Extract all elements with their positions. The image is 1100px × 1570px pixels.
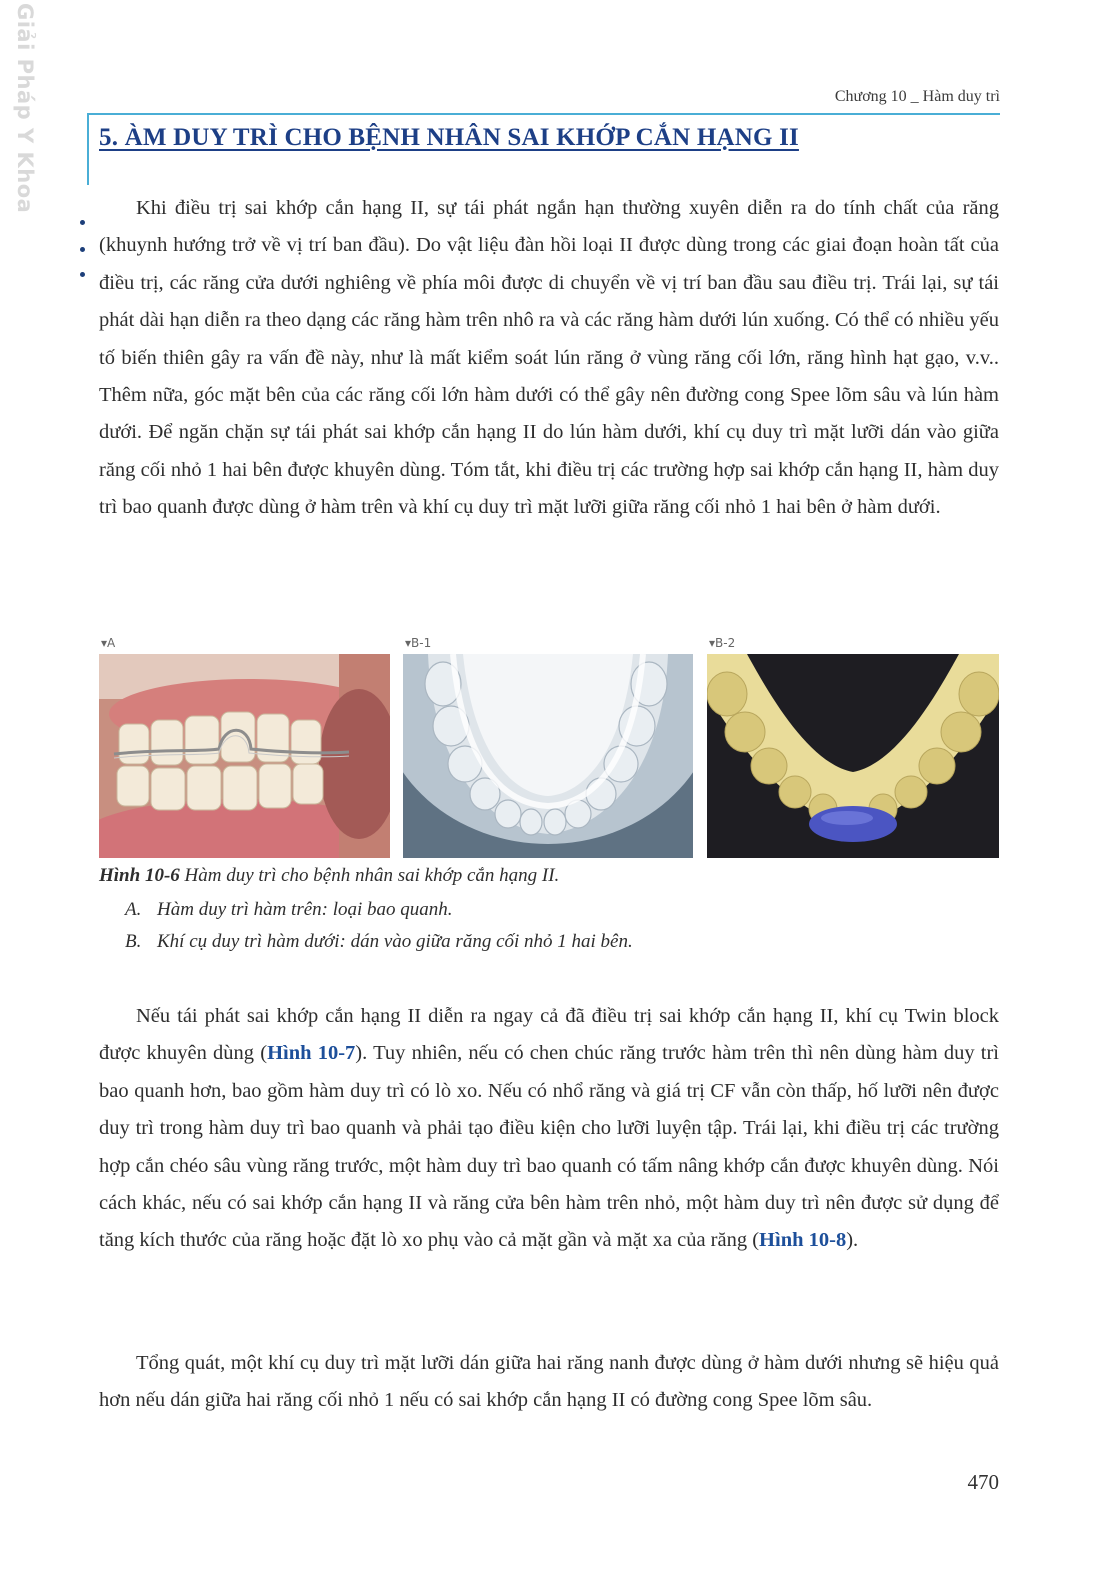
caption-item-letter: A. [125, 899, 142, 920]
caption-item-text: Khí cụ duy trì hàm dưới: dán vào giữa răng cối nhỏ 1 hai bên. [157, 931, 633, 952]
caption-item-text: Hàm duy trì hàm trên: loại bao quanh. [157, 899, 453, 920]
intraoral-photo [99, 654, 390, 858]
paragraph-2-part-2: ). Tuy nhiên, nếu có chen chúc răng trước hàm trên thì nên dùng hàm duy trì bao quanh hơn, bao gồm hàm duy trì có lò xo. Nếu có nhổ răng và giá trị CF vẫn còn thấp, hố lưỡi nên được duy trì trong hàm duy trì bao quanh và phải tạo điều kiện cho lưỡi luyện tập. Trái lại, khi điều trị các trường hợp cắn chéo sâu vùng răng trước, một hàm duy trì bao quanh có tấm nâng khớp cắn được khuyên dùng. Nói cách khác, nếu có sai khớp cắn hạng II và răng cửa bên hàm trên nhỏ, một hàm duy trì nên được sử dụng để tăng kích thước của răng hoặc đặt lò xo phụ vào cả mặt gần và mặt xa của răng ( [99, 1042, 999, 1252]
margin-dot [80, 272, 85, 277]
paragraph-2-part-1: Nếu tái phát sai khớp cắn hạng II diễn ra ngay cả đã điều trị sai khớp cắn hạng II, khí cụ Twin block được khuyên dùng ( [99, 1005, 999, 1065]
margin-dot [80, 220, 85, 225]
paragraph-3: Tổng quát, một khí cụ duy trì mặt lưỡi dán giữa hai răng nanh được dùng ở hàm dưới nhưng sẽ hiệu quả hơn nếu dán giữa hai răng cối nhỏ 1 nếu có sai khớp cắn hạng II có đường cong Spee lõm sâu. [99, 1352, 999, 1412]
figure-panel-b1 [403, 634, 693, 858]
watermark: Giải Pháp Y Khoa [13, 3, 37, 214]
side-rule [87, 113, 89, 185]
figure-panel-b2 [707, 634, 999, 858]
figure-10-6 [99, 634, 999, 858]
paragraph-2 [99, 998, 999, 1260]
panel-label-a: ▾A [101, 636, 116, 650]
caption-item-a [125, 899, 453, 921]
chapter-header: Chương 10 _ Hàm duy trì [834, 88, 1000, 105]
figure-caption-text: Hàm duy trì cho bệnh nhân sai khớp cắn hạng II. [179, 865, 560, 886]
figure-10-7-link[interactable]: Hình 10-7 [267, 1042, 356, 1065]
dental-model-photo [403, 654, 693, 858]
page-number: 470 [967, 1470, 999, 1494]
margin-dot [80, 247, 85, 252]
caption-item-b [125, 931, 633, 953]
figure-caption [99, 865, 559, 887]
paragraph-1: Khi điều trị sai khớp cắn hạng II, sự tái phát ngắn hạn thường xuyên diễn ra do tính chất của răng (khuynh hướng trở về vị trí ban đầu). Do vật liệu đàn hồi loại II được dùng trong các giai đoạn hoàn tất của điều trị, các răng cửa dưới nghiêng về phía môi được di chuyển về vị trí ban đầu sau điều trị. Trái lại, sự tái phát dài hạn diễn ra theo dạng các răng hàm trên nhô ra và các răng hàm dưới lún xuống. Có thể có nhiều yếu tố biến thiên gây ra vấn đề này, như là mất kiểm soát lún răng ở vùng răng cối lớn, răng hình hạt gạo, v.v.. Thêm nữa, góc mặt bên của các răng cối lớn hàm dưới có thể gây nên đường cong Spee lõm sâu và lún hàm dưới. Để ngăn chặn sự tái phát sai khớp cắn hạng II do lún hàm dưới, khí cụ duy trì mặt lưỡi dán vào giữa răng cối nhỏ 1 hai bên được khuyên dùng. Tóm tắt, khi điều trị các trường hợp sai khớp cắn hạng II, hàm duy trì bao quanh được dùng ở hàm trên và khí cụ duy trì mặt lưỡi giữa răng cối nhỏ 1 hai bên ở hàm dưới. [99, 197, 999, 519]
figure-caption-label: Hình 10-6 [99, 865, 180, 886]
panel-label-b1: ▾B-1 [405, 636, 432, 650]
figure-10-8-link[interactable]: Hình 10-8 [759, 1229, 847, 1252]
header-rule [87, 113, 1000, 115]
caption-item-letter: B. [125, 931, 142, 952]
figure-panel-a [99, 634, 390, 858]
panel-label-b2: ▾B-2 [709, 636, 736, 650]
section-title: 5. ÀM DUY TRÌ CHO BỆNH NHÂN SAI KHỚP CẮN HẠNG II [99, 124, 799, 151]
paragraph-2-part-3: ). [846, 1229, 859, 1252]
lower-arch-photo [707, 654, 999, 858]
